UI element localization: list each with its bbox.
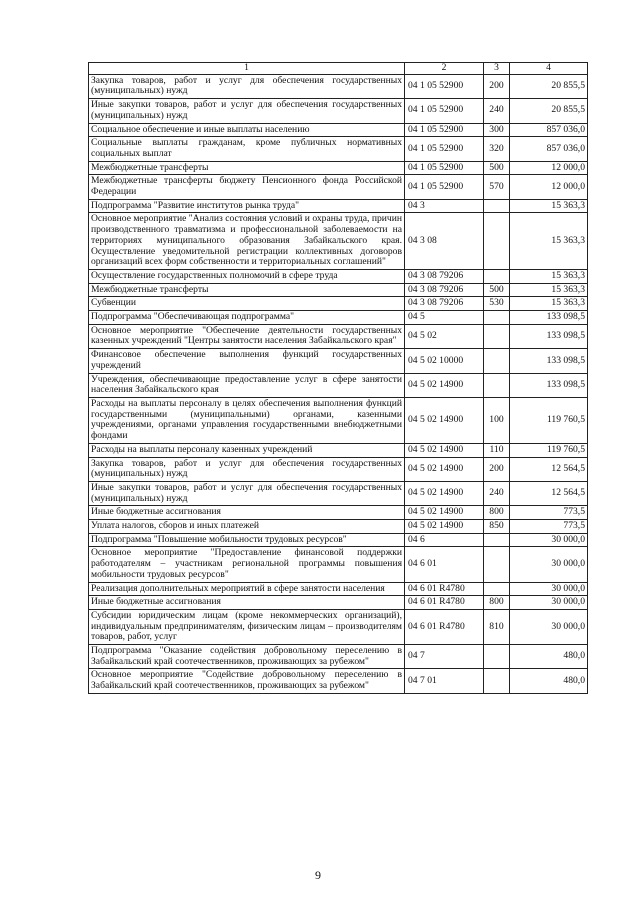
table-row — [89, 324, 588, 348]
row-vr — [484, 199, 510, 213]
row-name: Межбюджетные трансферты бюджету Пенсионного фонда Российской Федерации — [89, 175, 405, 199]
table-row — [89, 123, 588, 137]
row-sum: 480,0 — [510, 645, 588, 669]
row-code: 04 3 08 — [405, 213, 484, 270]
table-row — [89, 199, 588, 213]
table-row — [89, 457, 588, 481]
row-code: 04 6 01 R4780 — [405, 582, 484, 596]
row-sum: 857 036,0 — [510, 123, 588, 137]
row-sum: 12 564,5 — [510, 457, 588, 481]
row-sum: 12 000,0 — [510, 161, 588, 175]
table-row — [89, 596, 588, 610]
row-vr — [484, 373, 510, 397]
row-code: 04 1 05 52900 — [405, 161, 484, 175]
row-code: 04 1 05 52900 — [405, 74, 484, 98]
row-sum: 15 363,3 — [510, 269, 588, 283]
row-vr: 500 — [484, 283, 510, 297]
row-name: Расходы на выплаты персоналу казенных учреждений — [89, 443, 405, 457]
table-row — [89, 283, 588, 297]
row-code: 04 5 02 14900 — [405, 520, 484, 534]
row-sum: 12 564,5 — [510, 481, 588, 505]
table-row — [89, 582, 588, 596]
row-sum: 30 000,0 — [510, 533, 588, 547]
table-row — [89, 74, 588, 98]
row-name: Подпрограмма "Оказание содействия добровольному переселению в Забайкальский край соотечественников, проживающих за рубежом" — [89, 645, 405, 669]
row-code: 04 3 08 79206 — [405, 297, 484, 311]
row-sum: 773,5 — [510, 506, 588, 520]
table-row — [89, 547, 588, 582]
row-sum: 119 760,5 — [510, 397, 588, 443]
row-name: Финансовое обеспечение выполнения функций государственных учреждений — [89, 349, 405, 373]
row-name: Основное мероприятие "Содействие добровольному переселению в Забайкальский край соотечественников, проживающих за рубежом" — [89, 669, 405, 693]
row-name: Социальные выплаты гражданам, кроме публичных нормативных социальных выплат — [89, 137, 405, 161]
row-name: Подпрограмма "Обеспечивающая подпрограмма" — [89, 311, 405, 325]
table-row — [89, 506, 588, 520]
row-vr — [484, 349, 510, 373]
header-vr: 3 — [484, 63, 510, 75]
header-sum: 4 — [510, 63, 588, 75]
row-vr: 100 — [484, 397, 510, 443]
row-code: 04 5 02 14900 — [405, 443, 484, 457]
row-code: 04 5 02 14900 — [405, 506, 484, 520]
row-vr: 500 — [484, 161, 510, 175]
row-code: 04 7 01 — [405, 669, 484, 693]
table-row — [89, 533, 588, 547]
row-code: 04 5 02 14900 — [405, 397, 484, 443]
table-row — [89, 137, 588, 161]
row-name: Уплата налогов, сборов и иных платежей — [89, 520, 405, 534]
table-row — [89, 175, 588, 199]
row-vr: 800 — [484, 506, 510, 520]
row-vr — [484, 547, 510, 582]
table-row — [89, 213, 588, 270]
row-sum: 119 760,5 — [510, 443, 588, 457]
row-name: Расходы на выплаты персоналу в целях обеспечения выполнения функций государственными (муниципальными) органами, казенными учреждениями, органами управления государственными внебюджетными фондами — [89, 397, 405, 443]
row-name: Закупка товаров, работ и услуг для обеспечения государственных (муниципальных) нужд — [89, 457, 405, 481]
row-code: 04 7 — [405, 645, 484, 669]
row-vr: 240 — [484, 99, 510, 123]
row-code: 04 1 05 52900 — [405, 137, 484, 161]
row-code: 04 6 01 — [405, 547, 484, 582]
row-sum: 15 363,3 — [510, 213, 588, 270]
row-vr — [484, 269, 510, 283]
row-vr — [484, 311, 510, 325]
row-sum: 30 000,0 — [510, 582, 588, 596]
row-code: 04 5 02 14900 — [405, 457, 484, 481]
row-sum: 12 000,0 — [510, 175, 588, 199]
table-row — [89, 161, 588, 175]
row-vr — [484, 213, 510, 270]
row-code: 04 3 08 79206 — [405, 283, 484, 297]
table-row — [89, 645, 588, 669]
row-name: Основное мероприятие "Обеспечение деятельности государственных казенных учреждений "Центры занятости населения Забайкальского края" — [89, 324, 405, 348]
row-name: Межбюджетные трансферты — [89, 283, 405, 297]
row-name: Социальное обеспечение и иные выплаты населению — [89, 123, 405, 137]
row-code: 04 3 08 79206 — [405, 269, 484, 283]
row-vr — [484, 533, 510, 547]
table-row — [89, 397, 588, 443]
row-name: Реализация дополнительных мероприятий в сфере занятости населения — [89, 582, 405, 596]
header-code: 2 — [405, 63, 484, 75]
table-row — [89, 373, 588, 397]
row-code: 04 6 01 R4780 — [405, 596, 484, 610]
row-vr: 800 — [484, 596, 510, 610]
row-name: Подпрограмма "Развитие институтов рынка труда" — [89, 199, 405, 213]
page-number: 9 — [315, 868, 321, 882]
header-name: 1 — [89, 63, 405, 75]
table-row — [89, 349, 588, 373]
row-sum: 30 000,0 — [510, 547, 588, 582]
row-sum: 15 363,3 — [510, 199, 588, 213]
row-name: Иные бюджетные ассигнования — [89, 506, 405, 520]
row-sum: 480,0 — [510, 669, 588, 693]
row-name: Субсидии юридическим лицам (кроме некоммерческих организаций), индивидуальным предпринимателям, физическим лицам – производителям товаров, работ, услуг — [89, 609, 405, 644]
row-sum: 20 855,5 — [510, 99, 588, 123]
row-vr: 240 — [484, 481, 510, 505]
table-row — [89, 520, 588, 534]
row-name: Основное мероприятие "Анализ состояния условий и охраны труда, причин производственного травматизма и профессиональной заболеваемости на территориях муниципального образования Забайкальского края. Осуществление уведомительной регистрации коллективных договоров организаций всех форм собственности и территориальных соглашений" — [89, 213, 405, 270]
row-sum: 133 098,5 — [510, 373, 588, 397]
row-sum: 30 000,0 — [510, 609, 588, 644]
row-code: 04 1 05 52900 — [405, 175, 484, 199]
row-code: 04 6 — [405, 533, 484, 547]
table-row — [89, 443, 588, 457]
row-code: 04 5 02 14900 — [405, 481, 484, 505]
row-vr — [484, 645, 510, 669]
row-code: 04 5 02 — [405, 324, 484, 348]
row-vr — [484, 324, 510, 348]
row-sum: 773,5 — [510, 520, 588, 534]
row-name: Иные закупки товаров, работ и услуг для обеспечения государственных (муниципальных) нужд — [89, 481, 405, 505]
row-name: Подпрограмма "Повышение мобильности трудовых ресурсов" — [89, 533, 405, 547]
row-sum: 15 363,3 — [510, 297, 588, 311]
row-sum: 133 098,5 — [510, 311, 588, 325]
table-row — [89, 609, 588, 644]
table-row — [89, 99, 588, 123]
table-row — [89, 669, 588, 693]
table-row — [89, 481, 588, 505]
row-vr: 810 — [484, 609, 510, 644]
row-sum: 20 855,5 — [510, 74, 588, 98]
row-code: 04 1 05 52900 — [405, 123, 484, 137]
row-sum: 857 036,0 — [510, 137, 588, 161]
row-name: Иные бюджетные ассигнования — [89, 596, 405, 610]
row-vr — [484, 669, 510, 693]
table-body — [89, 74, 588, 693]
row-vr: 850 — [484, 520, 510, 534]
row-sum: 133 098,5 — [510, 349, 588, 373]
row-code: 04 3 — [405, 199, 484, 213]
row-code: 04 5 — [405, 311, 484, 325]
row-code: 04 5 02 10000 — [405, 349, 484, 373]
row-vr: 530 — [484, 297, 510, 311]
row-sum: 15 363,3 — [510, 283, 588, 297]
row-code: 04 1 05 52900 — [405, 99, 484, 123]
row-vr: 110 — [484, 443, 510, 457]
table-row — [89, 311, 588, 325]
row-vr: 200 — [484, 457, 510, 481]
budget-table-container — [88, 62, 587, 694]
row-name: Закупка товаров, работ и услуг для обеспечения государственных (муниципальных) нужд — [89, 74, 405, 98]
table-row — [89, 269, 588, 283]
row-vr: 300 — [484, 123, 510, 137]
row-code: 04 6 01 R4780 — [405, 609, 484, 644]
row-sum: 133 098,5 — [510, 324, 588, 348]
row-vr: 320 — [484, 137, 510, 161]
row-name: Осуществление государственных полномочий в сфере труда — [89, 269, 405, 283]
row-name: Основное мероприятие "Предоставление финансовой поддержки работодателям – участникам региональной программы повышения мобильности трудовых ресурсов" — [89, 547, 405, 582]
row-vr: 570 — [484, 175, 510, 199]
row-code: 04 5 02 14900 — [405, 373, 484, 397]
header-row — [89, 63, 588, 75]
row-vr — [484, 582, 510, 596]
row-name: Субвенции — [89, 297, 405, 311]
row-name: Иные закупки товаров, работ и услуг для обеспечения государственных (муниципальных) нужд — [89, 99, 405, 123]
row-name: Учреждения, обеспечивающие предоставление услуг в сфере занятости населения Забайкальского края — [89, 373, 405, 397]
row-name: Межбюджетные трансферты — [89, 161, 405, 175]
budget-table — [88, 62, 588, 694]
row-vr: 200 — [484, 74, 510, 98]
table-row — [89, 297, 588, 311]
row-sum: 30 000,0 — [510, 596, 588, 610]
